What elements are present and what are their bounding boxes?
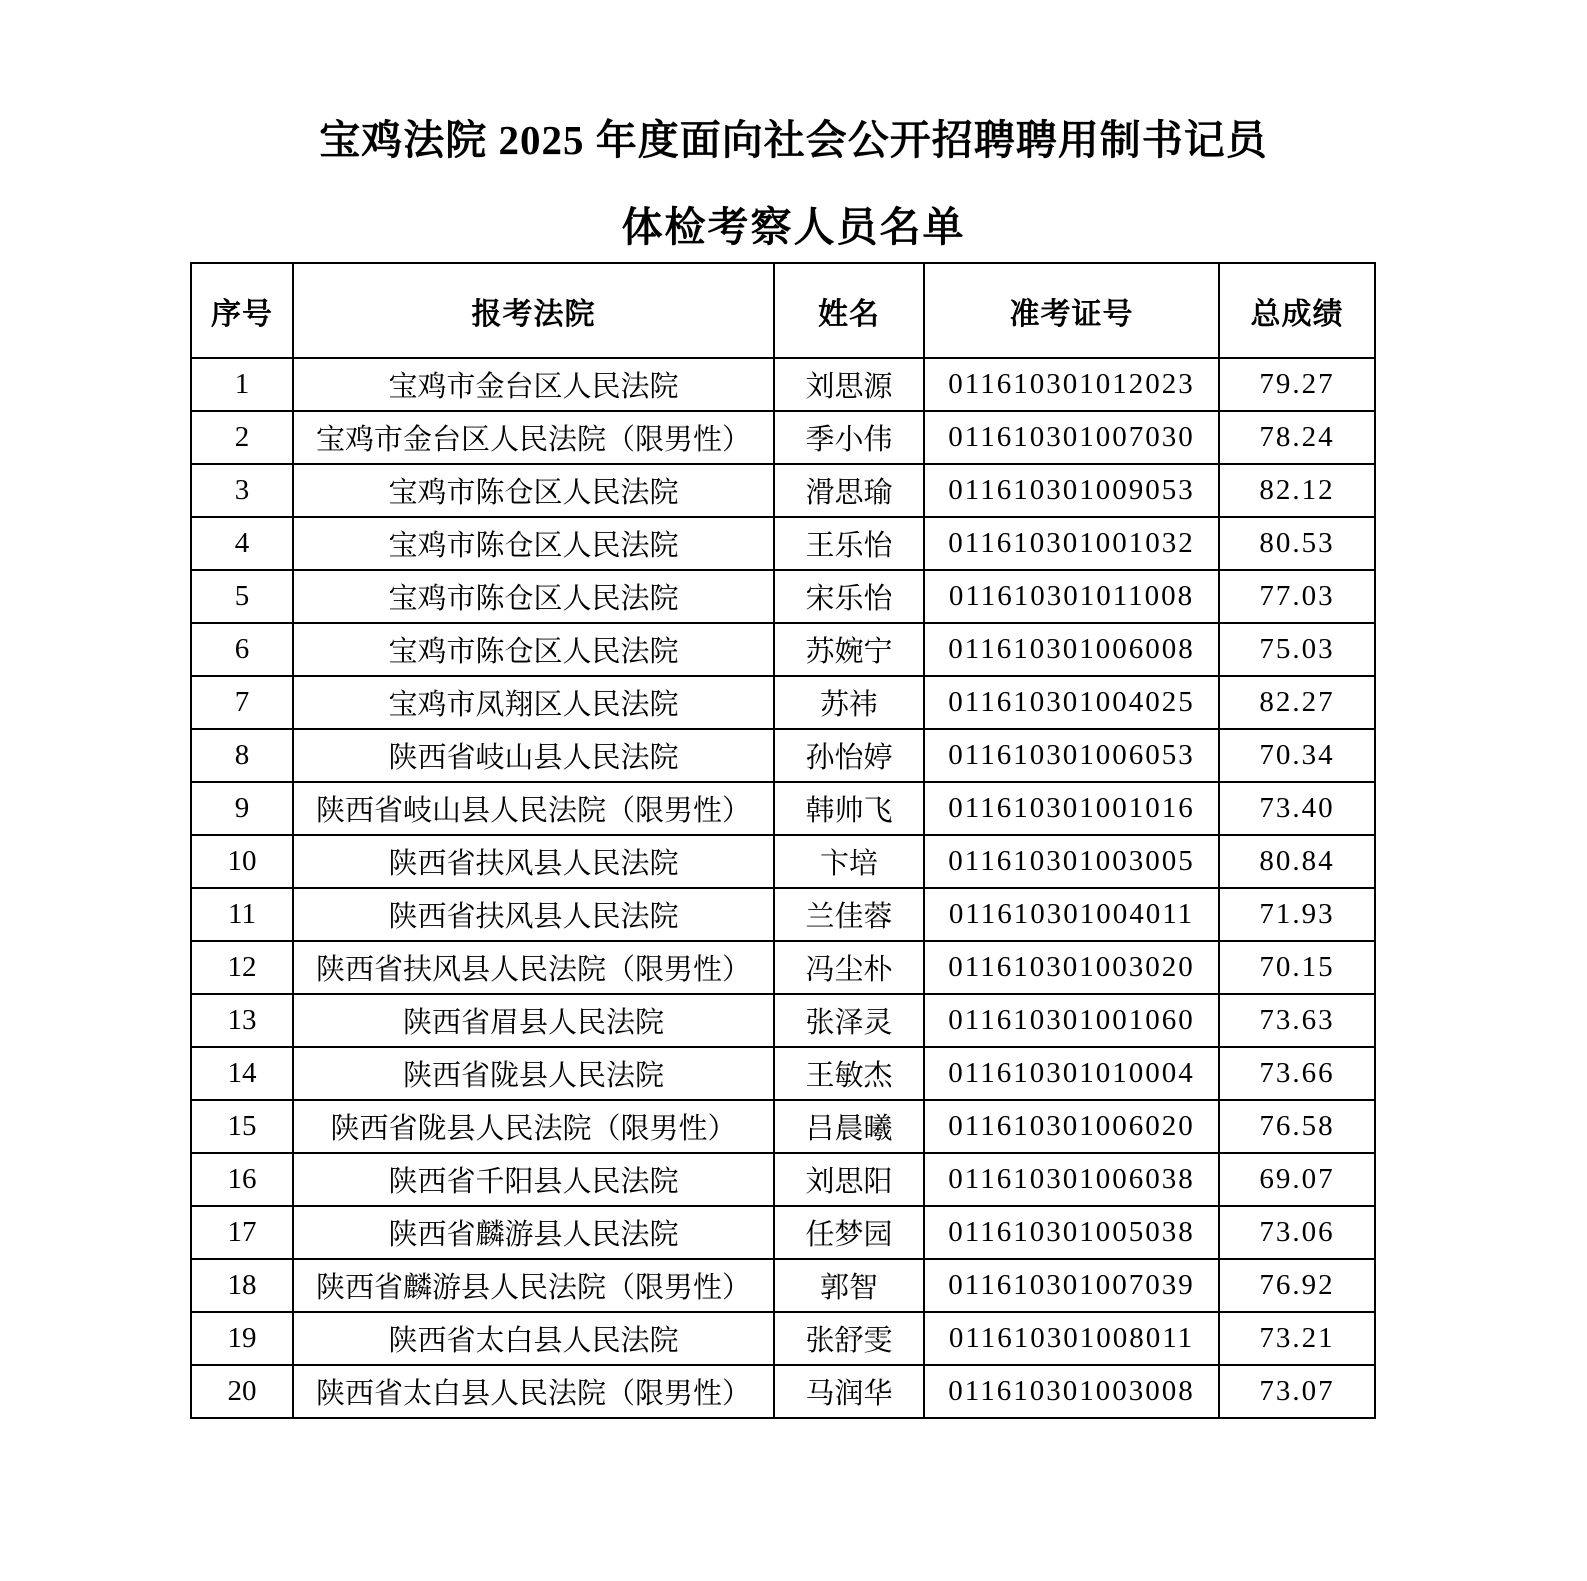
- cell-ticket: 011610301003005: [924, 835, 1219, 888]
- cell-court: 陕西省扶风县人民法院（限男性）: [293, 941, 774, 994]
- table-row: [191, 729, 1375, 782]
- cell-ticket: 011610301003008: [924, 1365, 1219, 1418]
- header-cell: 报考法院: [293, 263, 774, 358]
- table-row: [191, 1100, 1375, 1153]
- table-row: [191, 1153, 1375, 1206]
- cell-score: 77.03: [1219, 570, 1375, 623]
- table-row: [191, 1259, 1375, 1312]
- cell-name: 刘思阳: [774, 1153, 924, 1206]
- cell-no: 20: [191, 1365, 293, 1418]
- cell-name: 任梦园: [774, 1206, 924, 1259]
- cell-name: 兰佳蓉: [774, 888, 924, 941]
- cell-no: 9: [191, 782, 293, 835]
- cell-name: 张舒雯: [774, 1312, 924, 1365]
- document-title-line2: 体检考察人员名单: [621, 204, 966, 250]
- cell-no: 5: [191, 570, 293, 623]
- cell-court: 陕西省扶风县人民法院: [293, 888, 774, 941]
- header-cell: 序号: [191, 263, 293, 358]
- cell-court: 陕西省麟游县人民法院（限男性）: [293, 1259, 774, 1312]
- cell-name: 刘思源: [774, 358, 924, 411]
- cell-ticket: 011610301001016: [924, 782, 1219, 835]
- cell-name: 滑思瑜: [774, 464, 924, 517]
- cell-ticket: 011610301007030: [924, 411, 1219, 464]
- cell-name: 郭智: [774, 1259, 924, 1312]
- cell-court: 陕西省岐山县人民法院: [293, 729, 774, 782]
- cell-no: 13: [191, 994, 293, 1047]
- cell-ticket: 011610301006053: [924, 729, 1219, 782]
- cell-no: 4: [191, 517, 293, 570]
- cell-score: 75.03: [1219, 623, 1375, 676]
- cell-score: 73.63: [1219, 994, 1375, 1047]
- cell-no: 6: [191, 623, 293, 676]
- cell-ticket: 011610301006038: [924, 1153, 1219, 1206]
- cell-score: 76.58: [1219, 1100, 1375, 1153]
- header-row: [191, 263, 1375, 358]
- cell-court: 宝鸡市陈仓区人民法院: [293, 517, 774, 570]
- cell-name: 宋乐怡: [774, 570, 924, 623]
- cell-court: 陕西省千阳县人民法院: [293, 1153, 774, 1206]
- cell-score: 76.92: [1219, 1259, 1375, 1312]
- table-row: [191, 888, 1375, 941]
- table-row: [191, 1206, 1375, 1259]
- cell-court: 宝鸡市陈仓区人民法院: [293, 623, 774, 676]
- table-row: [191, 411, 1375, 464]
- cell-ticket: 011610301001060: [924, 994, 1219, 1047]
- cell-name: 苏婉宁: [774, 623, 924, 676]
- table-body: [191, 358, 1375, 1418]
- cell-no: 16: [191, 1153, 293, 1206]
- cell-score: 80.53: [1219, 517, 1375, 570]
- cell-no: 15: [191, 1100, 293, 1153]
- cell-court: 宝鸡市陈仓区人民法院: [293, 464, 774, 517]
- cell-ticket: 011610301005038: [924, 1206, 1219, 1259]
- cell-score: 70.34: [1219, 729, 1375, 782]
- cell-name: 吕晨曦: [774, 1100, 924, 1153]
- cell-ticket: 011610301001032: [924, 517, 1219, 570]
- cell-name: 韩帅飞: [774, 782, 924, 835]
- cell-score: 80.84: [1219, 835, 1375, 888]
- cell-court: 陕西省陇县人民法院: [293, 1047, 774, 1100]
- cell-name: 马润华: [774, 1365, 924, 1418]
- cell-score: 73.06: [1219, 1206, 1375, 1259]
- cell-no: 7: [191, 676, 293, 729]
- cell-no: 17: [191, 1206, 293, 1259]
- cell-name: 王乐怡: [774, 517, 924, 570]
- cell-score: 79.27: [1219, 358, 1375, 411]
- cell-no: 8: [191, 729, 293, 782]
- cell-name: 季小伟: [774, 411, 924, 464]
- cell-name: 卞培: [774, 835, 924, 888]
- cell-no: 18: [191, 1259, 293, 1312]
- cell-no: 10: [191, 835, 293, 888]
- table-row: [191, 835, 1375, 888]
- table-row: [191, 994, 1375, 1047]
- cell-no: 19: [191, 1312, 293, 1365]
- table-row: [191, 676, 1375, 729]
- cell-no: 1: [191, 358, 293, 411]
- table-header: [191, 263, 1375, 358]
- header-cell: 总成绩: [1219, 263, 1375, 358]
- cell-score: 82.27: [1219, 676, 1375, 729]
- table-row: [191, 782, 1375, 835]
- table-row: [191, 464, 1375, 517]
- cell-court: 陕西省太白县人民法院（限男性）: [293, 1365, 774, 1418]
- cell-score: 82.12: [1219, 464, 1375, 517]
- table-row: [191, 517, 1375, 570]
- cell-court: 宝鸡市金台区人民法院（限男性）: [293, 411, 774, 464]
- cell-court: 陕西省太白县人民法院: [293, 1312, 774, 1365]
- cell-ticket: 011610301006008: [924, 623, 1219, 676]
- cell-court: 宝鸡市金台区人民法院: [293, 358, 774, 411]
- cell-no: 3: [191, 464, 293, 517]
- cell-court: 陕西省陇县人民法院（限男性）: [293, 1100, 774, 1153]
- cell-ticket: 011610301009053: [924, 464, 1219, 517]
- cell-no: 2: [191, 411, 293, 464]
- cell-ticket: 011610301008011: [924, 1312, 1219, 1365]
- header-cell: 准考证号: [924, 263, 1219, 358]
- cell-name: 王敏杰: [774, 1047, 924, 1100]
- cell-score: 78.24: [1219, 411, 1375, 464]
- table-row: [191, 1312, 1375, 1365]
- cell-name: 冯尘朴: [774, 941, 924, 994]
- cell-no: 11: [191, 888, 293, 941]
- cell-ticket: 011610301007039: [924, 1259, 1219, 1312]
- cell-court: 宝鸡市陈仓区人民法院: [293, 570, 774, 623]
- cell-score: 73.07: [1219, 1365, 1375, 1418]
- table-row: [191, 623, 1375, 676]
- document-title-line1: 宝鸡法院 2025 年度面向社会公开招聘聘用制书记员: [319, 117, 1268, 163]
- cell-ticket: 011610301006020: [924, 1100, 1219, 1153]
- cell-no: 12: [191, 941, 293, 994]
- cell-score: 73.21: [1219, 1312, 1375, 1365]
- cell-ticket: 011610301011008: [924, 570, 1219, 623]
- cell-no: 14: [191, 1047, 293, 1100]
- cell-court: 陕西省扶风县人民法院: [293, 835, 774, 888]
- cell-ticket: 011610301003020: [924, 941, 1219, 994]
- cell-ticket: 011610301010004: [924, 1047, 1219, 1100]
- table-row: [191, 1365, 1375, 1418]
- table-row: [191, 358, 1375, 411]
- cell-score: 73.40: [1219, 782, 1375, 835]
- cell-score: 71.93: [1219, 888, 1375, 941]
- cell-ticket: 011610301012023: [924, 358, 1219, 411]
- cell-score: 73.66: [1219, 1047, 1375, 1100]
- cell-court: 陕西省眉县人民法院: [293, 994, 774, 1047]
- cell-name: 孙怡婷: [774, 729, 924, 782]
- header-cell: 姓名: [774, 263, 924, 358]
- cell-court: 宝鸡市凤翔区人民法院: [293, 676, 774, 729]
- cell-ticket: 011610301004025: [924, 676, 1219, 729]
- cell-name: 张泽灵: [774, 994, 924, 1047]
- table-row: [191, 1047, 1375, 1100]
- cell-court: 陕西省岐山县人民法院（限男性）: [293, 782, 774, 835]
- candidate-roster-table: [190, 262, 1376, 1419]
- cell-court: 陕西省麟游县人民法院: [293, 1206, 774, 1259]
- cell-score: 70.15: [1219, 941, 1375, 994]
- cell-score: 69.07: [1219, 1153, 1375, 1206]
- cell-name: 苏祎: [774, 676, 924, 729]
- table-row: [191, 941, 1375, 994]
- cell-ticket: 011610301004011: [924, 888, 1219, 941]
- table-row: [191, 570, 1375, 623]
